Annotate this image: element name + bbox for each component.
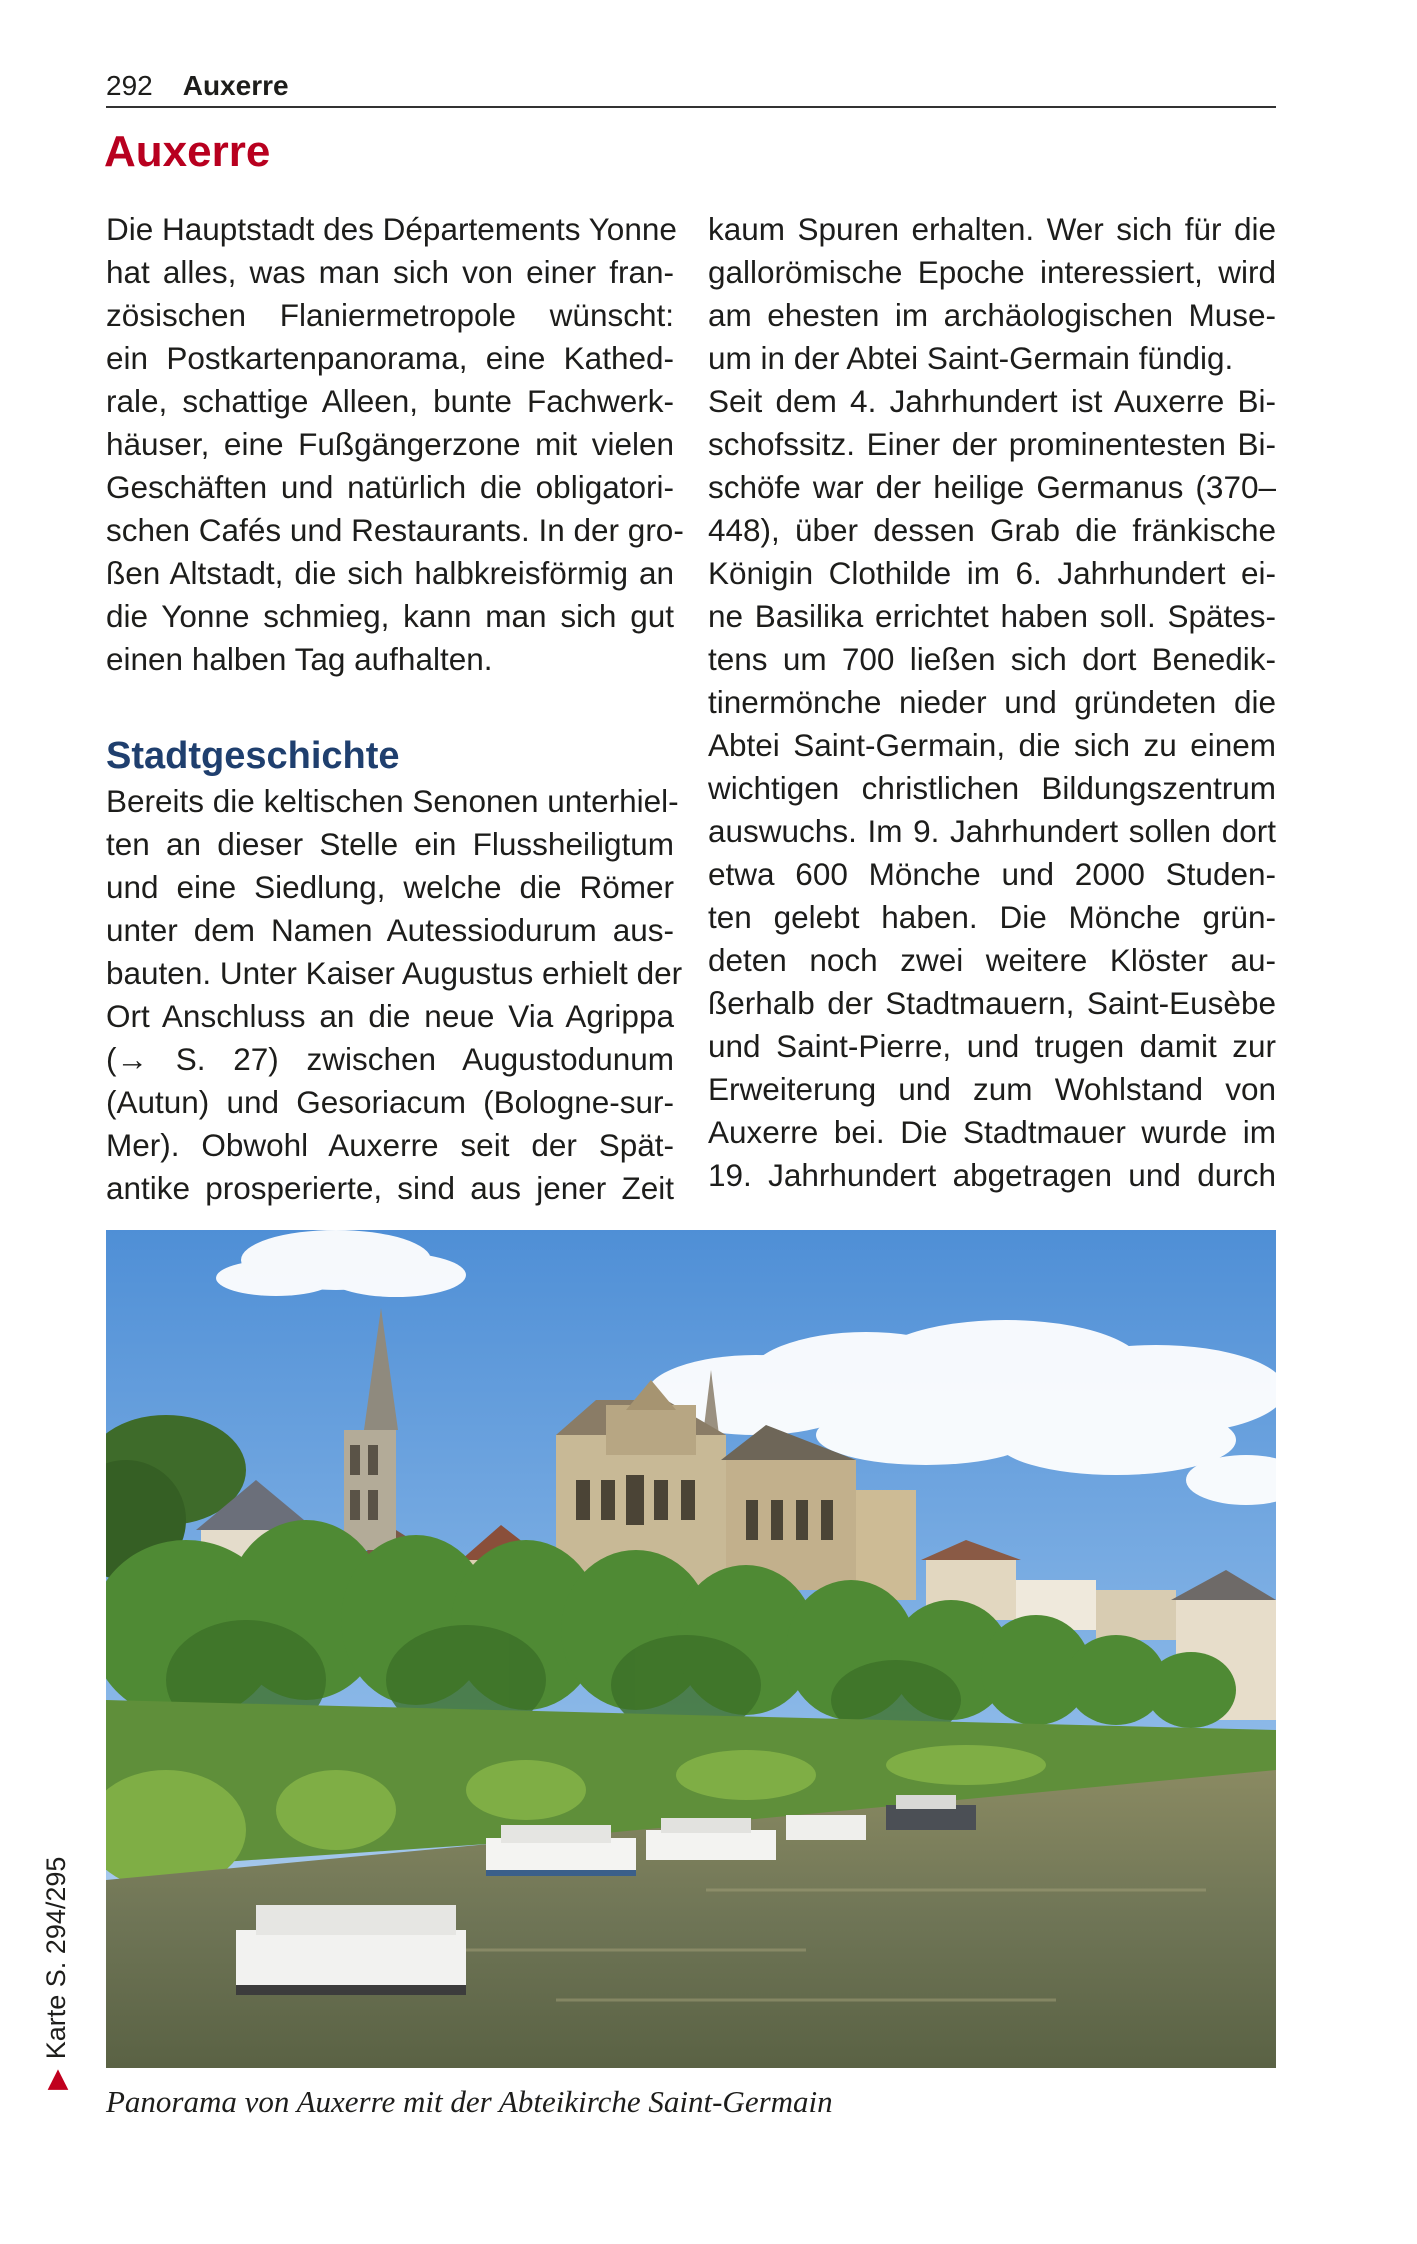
text-line: tinermönche nieder und gründeten die [708, 684, 1276, 720]
text-line: Die Hauptstadt des Départements Yonne [106, 211, 677, 247]
text-line: einen halben Tag aufhalten. [106, 641, 493, 677]
text-line: ßerhalb der Stadtmauern, Saint-Eusèbe [708, 985, 1276, 1021]
left-column [106, 208, 684, 1210]
text-line: ten an dieser Stelle ein Flussheiligtum [106, 826, 674, 862]
text-line: Bereits die keltischen Senonen unterhiel- [106, 783, 679, 819]
history-paragraph [106, 780, 683, 1210]
text-line: die Yonne schmieg, kann man sich gut [106, 598, 674, 634]
text-line: ten gelebt haben. Die Mönche grün- [708, 899, 1276, 935]
photo-caption: Panorama von Auxerre mit der Abteikirche Saint-Germain [106, 2084, 833, 2119]
text-line: 448), über dessen Grab die fränkische [708, 512, 1276, 548]
text-line: schofssitz. Einer der prominentesten Bi- [708, 426, 1276, 462]
text-line: bauten. Unter Kaiser Augustus erhielt der [106, 955, 683, 991]
text-line: 19. Jahrhundert abgetragen und durch [708, 1157, 1276, 1193]
text-line: um in der Abtei Saint-Germain fündig. [708, 340, 1234, 376]
text-line: schöfe war der heilige Germanus (370– [708, 469, 1276, 505]
text-line: auswuchs. Im 9. Jahrhundert sollen dort [708, 813, 1276, 849]
section-heading: Stadtgeschichte [106, 735, 400, 777]
text-line: Seit dem 4. Jahrhundert ist Auxerre Bi- [708, 383, 1276, 419]
map-reference-text: Karte S. 294/295 [41, 1856, 71, 2060]
text-line: und Saint-Pierre, und trugen damit zur [708, 1028, 1276, 1064]
text-line: und eine Siedlung, welche die Römer [106, 869, 674, 905]
map-reference [40, 1857, 72, 2090]
text-line: antike prosperierte, sind aus jener Zeit [106, 1170, 674, 1206]
text-line: gallorömische Epoche interessiert, wird [708, 254, 1276, 290]
text-line: Erweiterung und zum Wohlstand von [708, 1071, 1276, 1107]
triangle-marker-icon: ▶ [41, 2069, 71, 2090]
text-line: ne Basilika errichtet haben soll. Spätes- [708, 598, 1276, 634]
text-line: hat alles, was man sich von einer fran- [106, 254, 674, 290]
bishops-paragraph [708, 380, 1276, 1197]
panorama-photo [106, 1230, 1276, 2068]
page-number: 292 [106, 70, 153, 101]
text-line: zösischen Flaniermetropole wünscht: [106, 297, 674, 333]
running-head-section: Auxerre [182, 70, 289, 101]
text-line: Mer). Obwohl Auxerre seit der Spät- [106, 1127, 674, 1163]
text-line: Geschäften und natürlich die obligatori- [106, 469, 674, 505]
page-title: Auxerre [104, 127, 271, 176]
text-line: ßen Altstadt, die sich halbkreisförmig an [106, 555, 674, 591]
history-paragraph-continued [708, 208, 1276, 380]
text-line: am ehesten im archäologischen Muse- [708, 297, 1276, 333]
text-line: etwa 600 Mönche und 2000 Studen- [708, 856, 1276, 892]
text-line: schen Cafés und Restaurants. In der gro- [106, 512, 684, 548]
text-line: Abtei Saint-Germain, die sich zu einem [708, 727, 1276, 763]
text-line: Auxerre bei. Die Stadtmauer wurde im [708, 1114, 1276, 1150]
running-head [106, 66, 1276, 108]
text-line: Königin Clothilde im 6. Jahrhundert ei- [708, 555, 1276, 591]
text-line: häuser, eine Fußgängerzone mit vielen [106, 426, 674, 462]
text-line: tens um 700 ließen sich dort Benedik- [708, 641, 1276, 677]
text-line: (→ S. 27) zwischen Augustodunum [106, 1041, 674, 1077]
text-line: rale, schattige Alleen, bunte Fachwerk- [106, 383, 674, 419]
text-line: ein Postkartenpanorama, eine Kathed- [106, 340, 674, 376]
text-line: unter dem Namen Autessiodurum aus- [106, 912, 674, 948]
text-line: deten noch zwei weitere Klöster au- [708, 942, 1276, 978]
right-column [708, 208, 1276, 1197]
text-line: (Autun) und Gesoriacum (Bologne-sur- [106, 1084, 674, 1120]
intro-paragraph [106, 208, 684, 681]
text-line: kaum Spuren erhalten. Wer sich für die [708, 211, 1276, 247]
text-line: Ort Anschluss an die neue Via Agrippa [106, 998, 674, 1034]
text-line: wichtigen christlichen Bildungszentrum [708, 770, 1276, 806]
